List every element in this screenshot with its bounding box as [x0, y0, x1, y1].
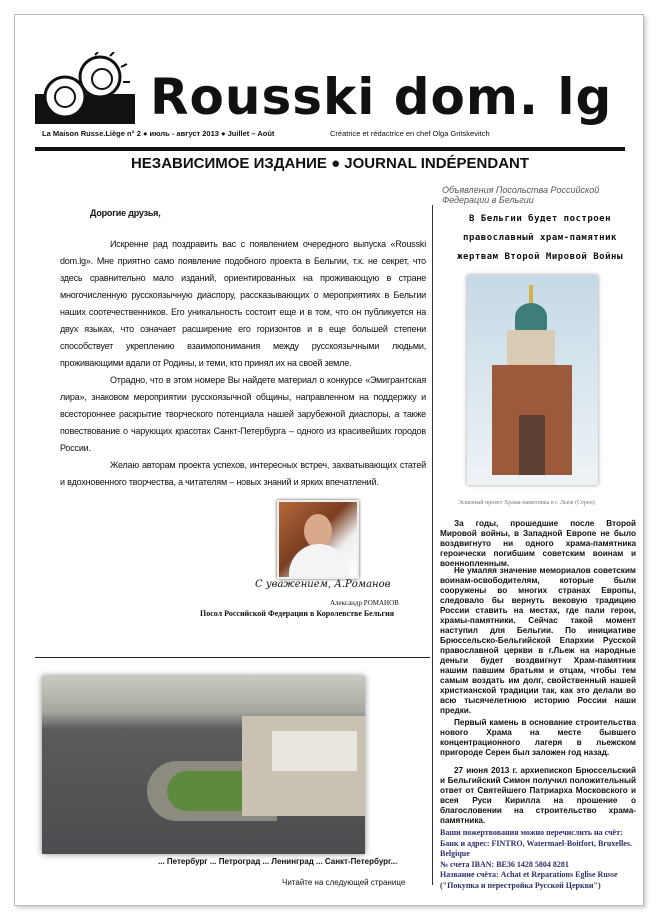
signer-position: Посол Российской Федерации в Королевстве Бельгия	[200, 609, 395, 618]
st-petersburg-photo	[42, 676, 365, 854]
article-paragraph	[440, 566, 636, 716]
letter-paragraph: Искренне рад поздравить вас с появлением очередного выпуска «Rousski dom.lg». Мне приятно само появление подобного проекта в Бельгии, т.к. не секрет, что здесь сравнительно мало изданий, ориентированных на проживающую в стране многочисленную русскоязычную диаспору, рассказывающих о мероприятиях в Бельгии наших соотечественников. Его уникальность состоит еще и в том, что он публикуется на двух языках, что означает расширение его горизонтов и в еще большей степени способствует укреплению взаимопонимания между русскоязычными людьми, проживающими вдали от Родины, и теми, кто принял их на своей земле.	[60, 239, 426, 368]
article-paragraph	[440, 718, 636, 758]
headline: В Бельгии будет построен православный храм-памятник жертвам Второй Мировой Войны	[457, 214, 623, 262]
letter-paragraph: Отрадно, что в этом номере Вы найдете материал о конкурсе «Эмигрантская лира», знаковом мероприятии русскоязычной общины, направленном на поддержку и всестороннее раскрытие творческого потенциала нашей зарубежной диаспоры, а также повествование о чарующих красотах Санкт-Петербурга – одного из красивейших городов России.	[60, 375, 426, 453]
article-paragraph	[440, 519, 636, 569]
church-illustration	[467, 275, 598, 485]
bank-line: Банк и адрес: FINTRO, Watermael-Boitfort, Bruxelles. Belgique	[440, 838, 632, 858]
continue-link[interactable]: Читайте на следующей странице	[282, 878, 406, 887]
article-text: За годы, прошедшие после Второй Мировой войны, в Западной Европе не было воздвигнуто ни одного храма-памятника героически погибшим советским воинам и военнопленным.	[440, 519, 636, 568]
bank-line: № счета IBAN: BE36 1428 5804 8281	[440, 859, 569, 869]
letter-greeting: Дорогие друзья,	[90, 208, 161, 218]
tagline: НЕЗАВИСИМОЕ ИЗДАНИЕ ● JOURNAL INDÉPENDANT	[130, 155, 530, 172]
bank-details	[440, 828, 640, 891]
bank-line: Ваши пожертвования можно перечислить на счёт:	[440, 828, 623, 837]
issue-line: La Maison Russe.Liège n° 2 ● июль - август 2013 ● Juillet – Août	[42, 129, 275, 138]
article-paragraph	[440, 766, 636, 826]
ambassador-photo	[277, 500, 359, 579]
masthead-rule	[35, 147, 625, 151]
article-text: Не умаляя значение мемориалов советским воинам-освободителям, которые были сооружены во многих странах Европы, следовало бы вернуть вековую традицию России ставить на местах, где пали герои, храмы-памятники. Сейчас такой момент наступил для Бельгии. По инициативе Брюссельско-Бельгийской Епархии Русской православной церкви в г.Льеж на народные деньги будет воздвигнут Храм-памятник нашим павшим братьям и отцам, чтобы тем самым воздать им долг, свойственный нашей христианской традиции так, как это делали во всю тысячелетнюю историю России наши предки.	[440, 566, 636, 715]
article-text: 27 июня 2013 г. архиепископ Брюссельский и Бельгийский Симон получил положительный ответ от Святейшего Патриарха Московского и всея Руси Кирилла на прошение о благословении на строительство храма-памятника.	[440, 766, 636, 825]
bank-line: ("Покупка и перестройка Русской Церкви")	[440, 880, 601, 890]
bank-line: Название счёта: Achat et Reparations Eglise Russe	[440, 870, 618, 879]
logo-emblem-icon	[35, 52, 135, 127]
masthead-title: Rousski dom. lg	[150, 68, 613, 126]
church-caption: Эскизный проект Храма-памятника в г. Льеж (Серен)	[458, 500, 595, 506]
signature: С уважением, А.Романов	[255, 579, 391, 590]
divider	[35, 657, 430, 658]
signer-name: Александр РОМАНОВ	[330, 599, 399, 607]
letter	[60, 205, 426, 491]
spb-caption: ... Петербург ... Петроград ... Ленинград ... Санкт-Петербург...	[158, 857, 398, 866]
column-divider	[432, 205, 433, 885]
article-text: Первый камень в основание строительства нового Храма на месте бывшего концентрационного лагеря в льежском пригороде Серен был заложен год назад.	[440, 718, 636, 757]
editor-line: Créatrice et rédactrice en chef Olga Gritskevitch	[330, 129, 490, 138]
letter-paragraph: Желаю авторам проекта успехов, интересных встреч, захватывающих статей и вдохновенного творчества, а читателям – новых знаний и ярких впечатлений.	[60, 460, 426, 487]
section-label: Объявления Посольства Российской Федерации в Бельгии	[442, 185, 600, 205]
